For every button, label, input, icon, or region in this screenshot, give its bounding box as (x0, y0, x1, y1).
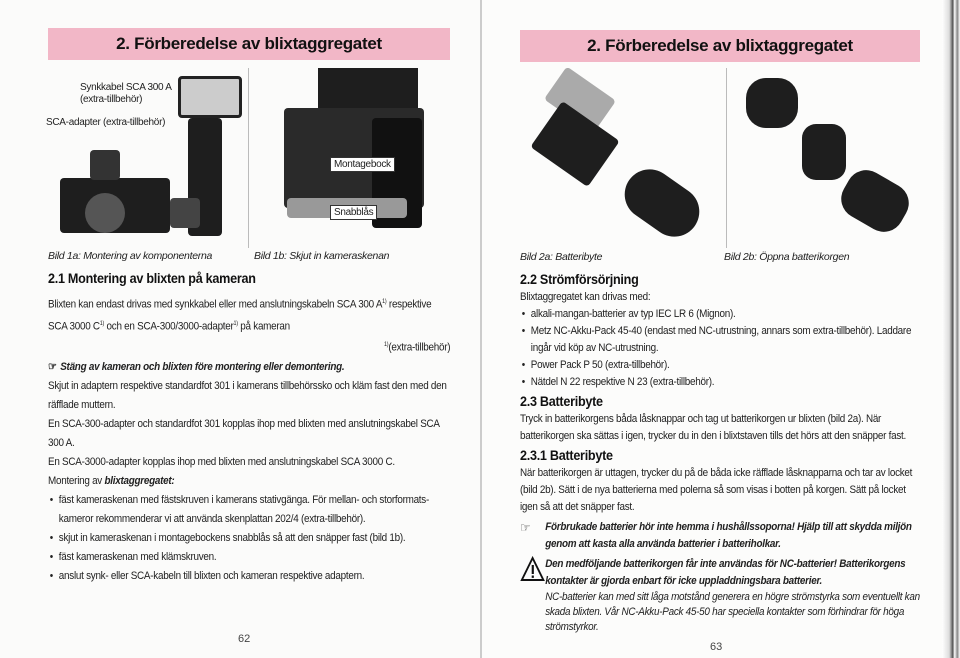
paragraph-power: Blixtaggregatet kan drivas med: (520, 291, 651, 303)
nc-battery-warning: Den medföljande batterikorgen får inte användas för NC-batterier! Batterikorgens kontakter är gjorda enbart för icke uppladdningsbara batterier. (545, 558, 906, 587)
section-heading-2-2: 2.2 Strömförsörjning (520, 271, 639, 287)
list-item: • Nätdel N 22 respektive N 23 (extra-tillbehör). (520, 374, 924, 391)
paragraph-battery-change: Tryck in batterikorgens båda låsknappar och tag ut batterikorgen ur blixten (bild 2a). När batterikorgen ska sättas i igen, trycker du in den i blixtstaven tills det hörs att den snäpper fast. (520, 413, 907, 442)
nc-warning-row (520, 556, 924, 635)
list-item: • skjut in kameraskenan i montagebockens snabblås så att den snäpper fast (bild 1b). (48, 529, 450, 548)
chapter-banner: 2. Förberedelse av blixtaggregatet (520, 30, 920, 62)
list-item: • Power Pack P 50 (extra-tillbehör). (520, 357, 924, 374)
list-item: • alkali-mangan-batterier av typ IEC LR 6 (Mignon). (520, 306, 924, 323)
left-text-column (48, 268, 450, 586)
label-sync-cable: Synkkabel SCA 300 A (extra-tillbehör) (80, 82, 172, 105)
footnote: $^{1)}$(extra-tillbehör) (384, 341, 451, 354)
page-number: 62 (238, 633, 251, 645)
caption-1a: Bild 1a: Montering av komponenterna (48, 250, 213, 262)
right-page (480, 0, 960, 658)
power-options-list (520, 306, 924, 391)
section-heading-2-3-1: 2.3.1 Batteribyte (520, 447, 613, 463)
caption-2a: Bild 2a: Batteribyte (520, 251, 603, 263)
page-number: 63 (710, 641, 723, 653)
section-heading-2-1: 2.1 Montering av blixten på kameran (48, 270, 256, 286)
right-text-column (520, 269, 924, 635)
caption-2b: Bild 2b: Öppna batterikorgen (724, 251, 850, 263)
paragraph-mounting: Montering av blixtaggregatet: (48, 474, 175, 487)
figure-2a (522, 68, 722, 240)
recycling-note-row (520, 519, 924, 553)
pointing-hand-icon: ☞ (48, 360, 57, 373)
label-snabblas: Snabblås (330, 205, 377, 220)
section-heading-2-3: 2.3 Batteribyte (520, 393, 603, 409)
paragraph-adapter: Skjut in adaptern respektive standardfot 301 i kamerans tillbehörssko och kläm fast den med den räfflade muttern. (48, 379, 447, 411)
nc-battery-detail: NC-batterier kan med sitt låga motstånd generera en högre strömstyrka som eventuellt kan skada blixten. Vår NC-Akku-Pack 45-50 har speciella kontakter som förhindrar för höga strömstyrkor. (545, 591, 920, 633)
figure-2b (738, 68, 928, 240)
list-item: • anslut synk- eller SCA-kabeln till blixten och kameran respektive adaptern. (48, 567, 450, 586)
list-item: • fäst kameraskenan med klämskruven. (48, 548, 450, 567)
book-spine-edge (942, 0, 960, 658)
paragraph-sca3000: En SCA-3000-adapter kopplas ihop med blixten med anslutningskabel SCA 3000 C. (48, 455, 395, 468)
paragraph-battery-insert: När batterikorgen är uttagen, trycker du på de båda icke räfflade låsknapparna och tar av locket (bild 2b). Sätt i de nya batterierna med polerna så som visas i botten på korgen. Sätt på locket igen så att det snäpper fast. (520, 467, 913, 513)
label-sca-adapter: SCA-adapter (extra-tillbehör) (46, 117, 166, 128)
label-montagebock: Montagebock (330, 157, 395, 172)
recycling-note: Förbrukade batterier hör inte hemma i hushållssoporna! Hjälp till att skydda miljön genom att kasta alla använda batterier i batteriholkar. (545, 521, 912, 550)
warning-note: ☞ Stäng av kameran och blixten före montering eller demontering. (48, 358, 450, 377)
paragraph-sca300: En SCA-300-adapter och standardfot 301 kopplas ihop med blixten med anslutningskabel SCA 300 A. (48, 417, 440, 449)
warning-triangle-icon (520, 556, 545, 582)
mounting-steps-list (48, 491, 450, 586)
paragraph-intro: Blixten kan endast drivas med synkkabel eller med anslutningskabeln SCA 300 $A^{1)}$ respektive SCA 3000 $C^{1)}$ och en SCA-300/3000-adapter$^{1)}$ på kameran (48, 298, 432, 333)
list-item: • fäst kameraskenan med fästskruven i kamerans stativgänga. För mellan- och storformats-kameror rekommenderar vi att använda skenplattan 202/4 (extra-tillbehör). (48, 491, 450, 529)
caption-1b: Bild 1b: Skjut in kameraskenan (254, 250, 390, 262)
chapter-banner: 2. Förberedelse av blixtaggregatet (48, 28, 450, 60)
list-item: • Metz NC-Akku-Pack 45-40 (endast med NC-utrustning, annars som extra-tillbehör). Laddare ingår vid köp av NC-utrustning. (520, 323, 924, 357)
pointing-hand-icon: ☞ (520, 520, 531, 535)
